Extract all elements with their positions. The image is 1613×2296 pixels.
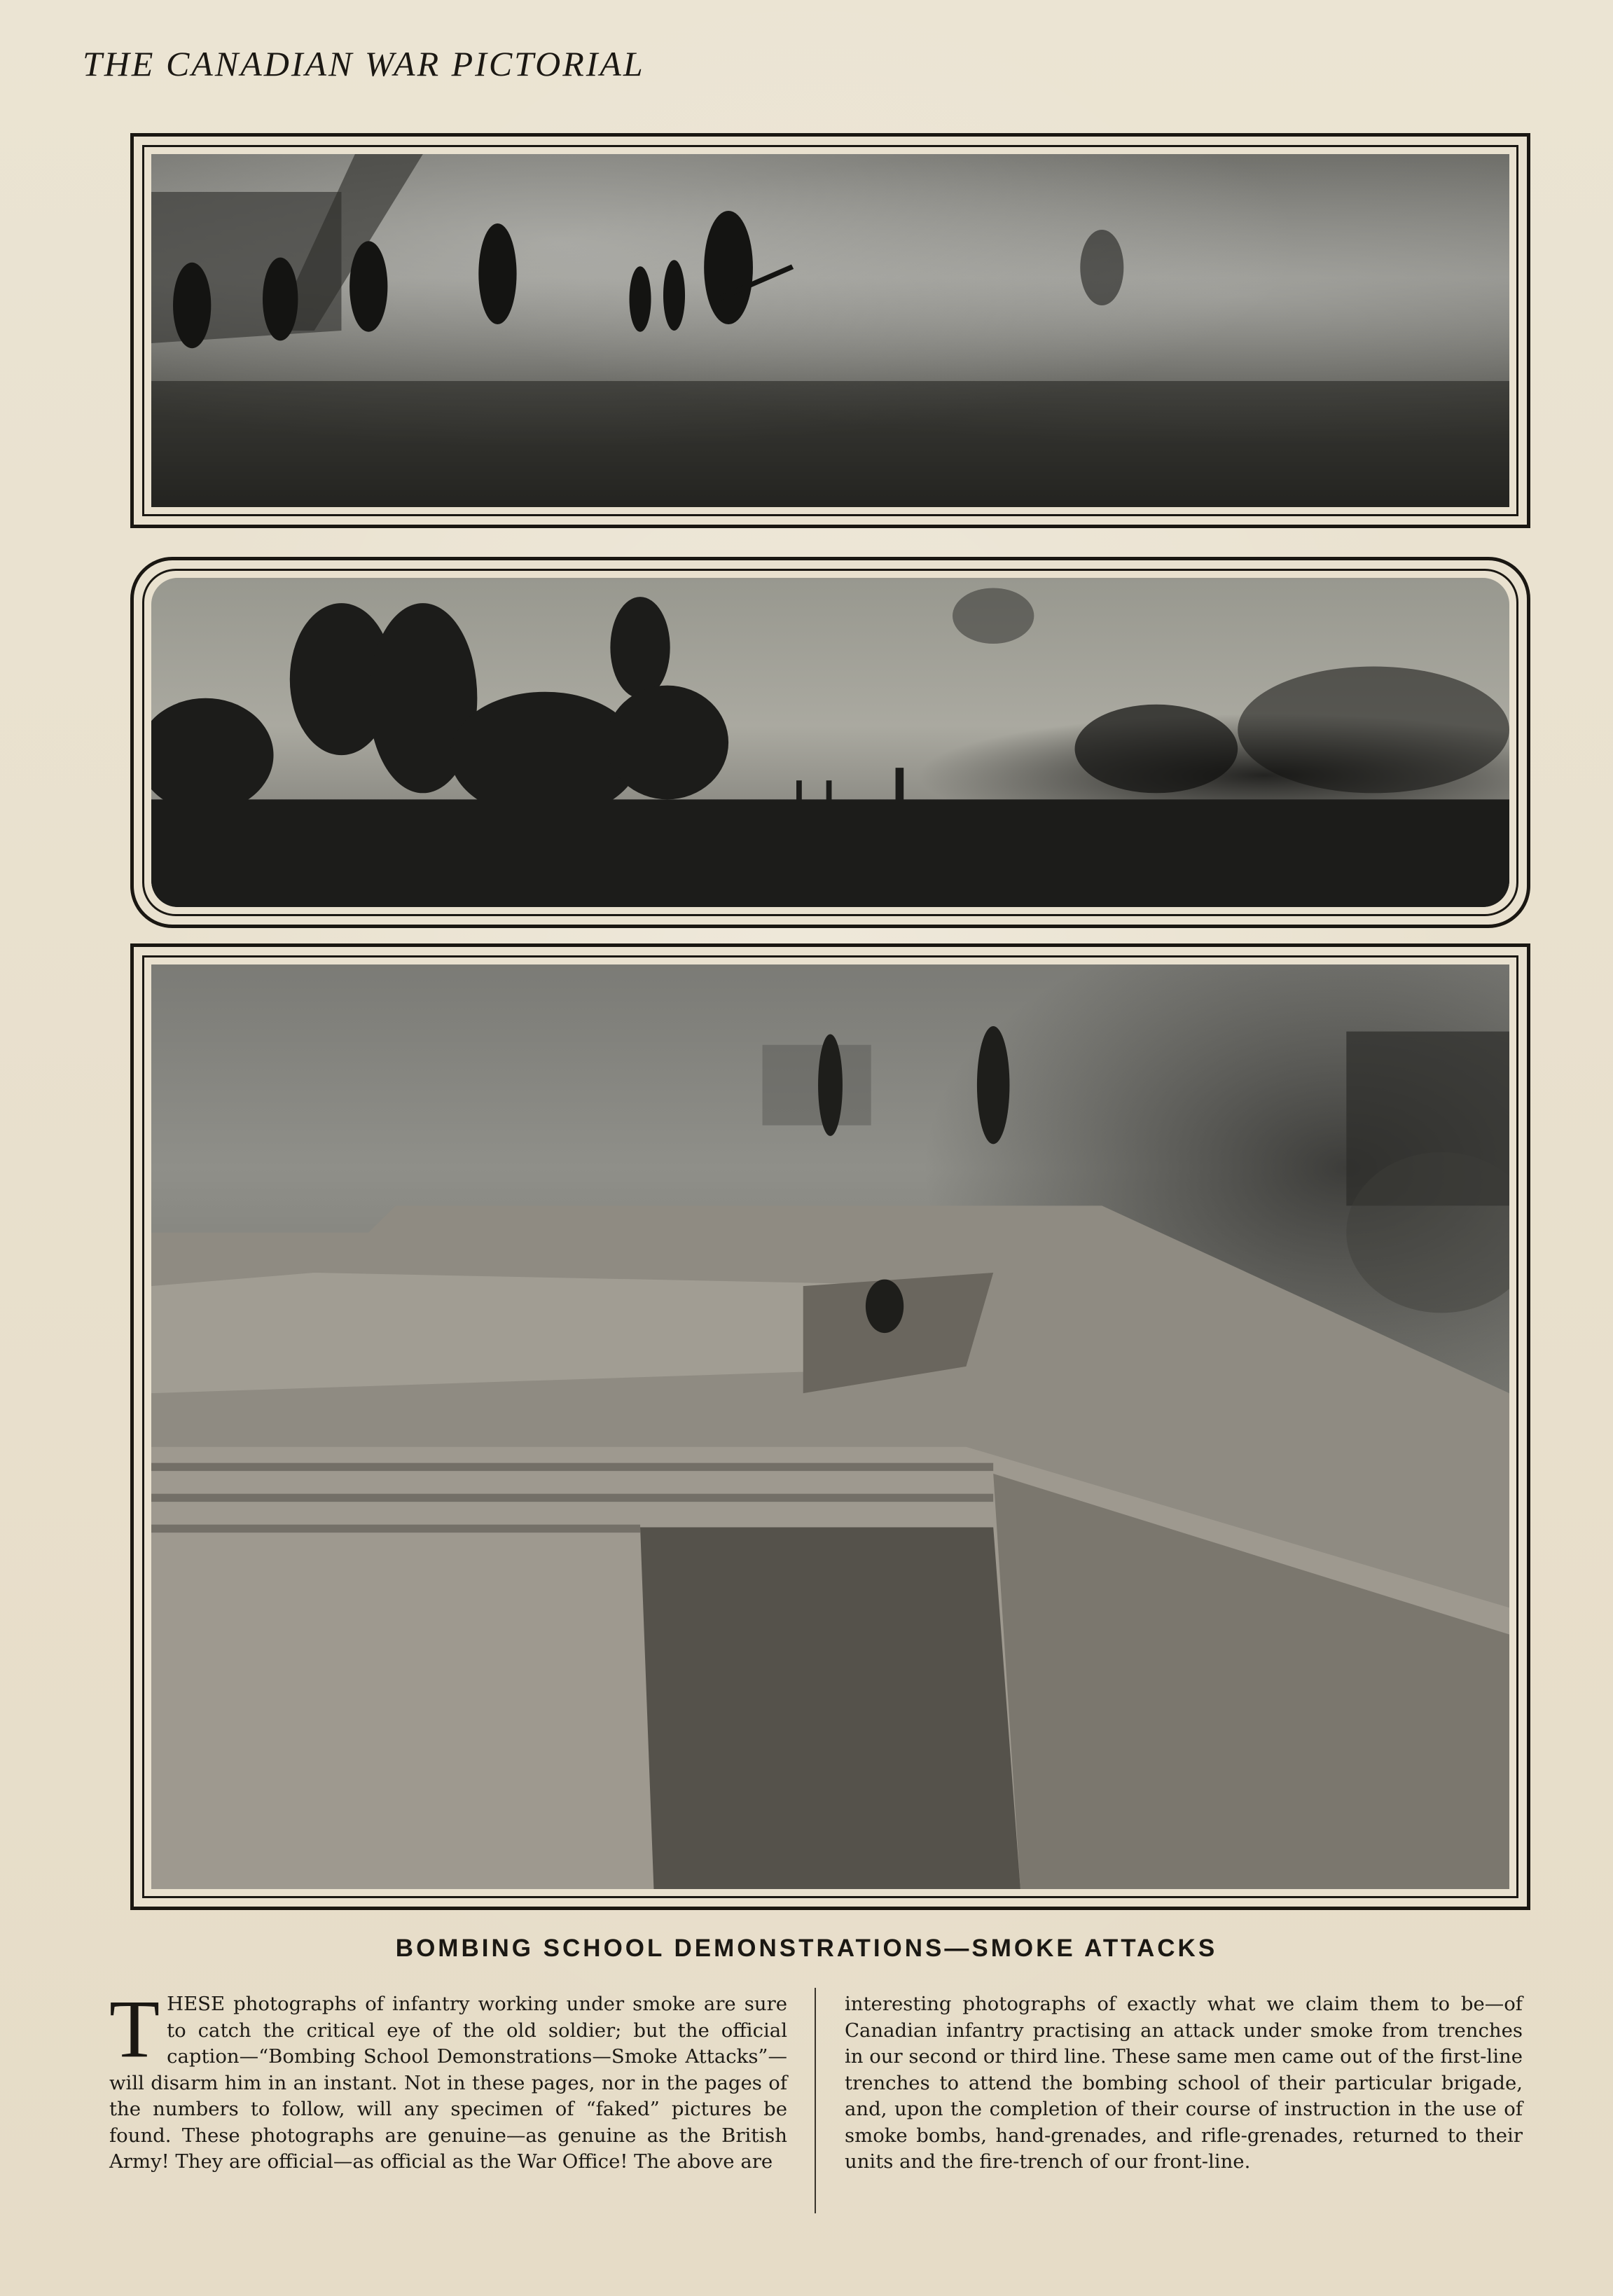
photo-frame-middle xyxy=(130,557,1530,928)
photo-sandbag-trenches xyxy=(151,964,1509,1889)
article-right-text: interesting photographs of exactly what we claim them to be—of Canadian infantry practising an attack under smoke from trenches in our second or third line. These same men came out of the first-line trenches to attend the bombing school of their particular brigade, and, upon the completion of their course of instruction in the use of smoke bombs, hand-grenades, and rifle-grenades, returned to their units and the fire-trench of our front-line. xyxy=(845,1993,1523,2173)
article-left-text: HESE photographs of infantry working under smoke are sure to catch the critical eye of the old soldier; but the official caption—“Bombing School Demonstrations—Smoke Attacks”—will disarm him in an instant. Not in these pages, nor in the pages of the numbers to follow, will any specimen of “faked” pictures be found. These photographs are genuine—as genuine as the British Army! They are official—as official as the War Office! The above are xyxy=(109,1993,787,2173)
photo-smoke-advance xyxy=(151,154,1509,507)
drop-cap: T xyxy=(109,1983,160,2075)
photo-frame-bottom xyxy=(130,943,1530,1910)
caption-title: BOMBING SCHOOL DEMONSTRATIONS—SMOKE ATTACKS xyxy=(395,1935,1218,1962)
running-head: THE CANADIAN WAR PICTORIAL xyxy=(83,44,645,83)
photo-smoke-field xyxy=(151,578,1509,907)
article-column-right xyxy=(845,1991,1523,2176)
photo-frame-top xyxy=(130,133,1530,528)
column-rule xyxy=(815,1988,816,2213)
article-column-left xyxy=(109,1983,787,2176)
